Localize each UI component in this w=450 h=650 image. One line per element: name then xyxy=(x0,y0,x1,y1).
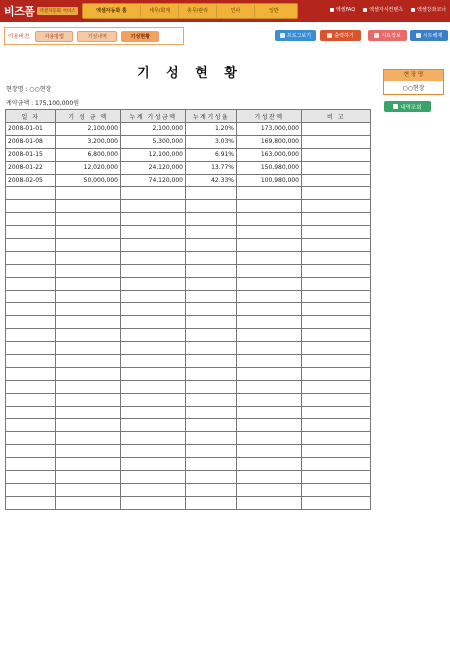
cell-date[interactable] xyxy=(6,239,56,252)
version-toolbar xyxy=(4,27,184,45)
cell-balance[interactable] xyxy=(237,329,302,342)
cell-amount[interactable] xyxy=(56,251,121,264)
cell-note[interactable] xyxy=(302,367,371,380)
cell-balance[interactable] xyxy=(237,277,302,290)
site-name-label: 현장명 : ○○현장 xyxy=(6,86,52,93)
cell-note[interactable] xyxy=(302,471,371,484)
faq-icon xyxy=(330,8,334,12)
cell-cumulative[interactable]: 24,120,000 xyxy=(121,161,186,174)
cell-cumulative[interactable] xyxy=(121,316,186,329)
cell-date[interactable]: 2008-01-22 xyxy=(6,161,56,174)
cell-rate[interactable]: 42.33% xyxy=(186,174,237,187)
table-header-row xyxy=(6,110,371,123)
cell-note[interactable] xyxy=(302,496,371,509)
cell-balance[interactable] xyxy=(237,393,302,406)
table-row-empty xyxy=(6,316,371,329)
cell-amount[interactable] xyxy=(56,496,121,509)
cell-cumulative[interactable] xyxy=(121,380,186,393)
cell-date[interactable] xyxy=(6,342,56,355)
cell-cumulative[interactable] xyxy=(121,419,186,432)
cell-cumulative[interactable] xyxy=(121,213,186,226)
cell-rate[interactable] xyxy=(186,355,237,368)
table-row xyxy=(6,135,371,148)
cell-date[interactable] xyxy=(6,303,56,316)
cell-date[interactable] xyxy=(6,496,56,509)
table-row-empty xyxy=(6,471,371,484)
cell-note[interactable] xyxy=(302,458,371,471)
table-row-empty xyxy=(6,264,371,277)
cell-balance[interactable] xyxy=(237,187,302,200)
cell-cumulative[interactable]: 12,100,000 xyxy=(121,148,186,161)
table-row-empty xyxy=(6,239,371,252)
cell-rate[interactable]: 3.03% xyxy=(186,135,237,148)
cell-cumulative[interactable] xyxy=(121,226,186,239)
cell-date[interactable] xyxy=(6,380,56,393)
top-links xyxy=(330,6,446,13)
cell-date[interactable] xyxy=(6,200,56,213)
cell-amount[interactable] xyxy=(56,393,121,406)
table-row-empty xyxy=(6,393,371,406)
table-row-empty xyxy=(6,367,371,380)
cell-amount[interactable] xyxy=(56,342,121,355)
cell-amount[interactable] xyxy=(56,471,121,484)
cell-amount[interactable] xyxy=(56,213,121,226)
cell-cumulative[interactable]: 5,300,000 xyxy=(121,135,186,148)
logo-text: 비즈폼 xyxy=(4,5,35,18)
cell-balance[interactable] xyxy=(237,496,302,509)
cell-date[interactable] xyxy=(6,458,56,471)
cell-note[interactable] xyxy=(302,290,371,303)
cell-cumulative[interactable] xyxy=(121,432,186,445)
home-icon xyxy=(280,33,285,38)
cell-rate[interactable] xyxy=(186,290,237,303)
cell-date[interactable] xyxy=(6,393,56,406)
usage-button[interactable]: 사용방법 xyxy=(35,31,73,42)
cell-cumulative[interactable] xyxy=(121,303,186,316)
cell-rate[interactable] xyxy=(186,213,237,226)
status-button[interactable]: 기성현황 xyxy=(121,31,159,42)
cell-date[interactable] xyxy=(6,251,56,264)
cell-note[interactable] xyxy=(302,123,371,136)
cell-cumulative[interactable] xyxy=(121,277,186,290)
cell-amount[interactable] xyxy=(56,380,121,393)
cell-rate[interactable]: 13.77% xyxy=(186,161,237,174)
cell-balance[interactable] xyxy=(237,355,302,368)
cell-cumulative[interactable] xyxy=(121,187,186,200)
cell-amount[interactable]: 3,200,000 xyxy=(56,135,121,148)
cell-amount[interactable] xyxy=(56,483,121,496)
cell-balance[interactable] xyxy=(237,458,302,471)
cell-date[interactable]: 2008-01-15 xyxy=(6,148,56,161)
table-row-empty xyxy=(6,445,371,458)
cell-note[interactable] xyxy=(302,432,371,445)
cell-balance[interactable]: 169,800,000 xyxy=(237,135,302,148)
cell-rate[interactable]: 6.91% xyxy=(186,148,237,161)
cell-balance[interactable]: 100,980,000 xyxy=(237,174,302,187)
cell-date[interactable] xyxy=(6,367,56,380)
cell-amount[interactable] xyxy=(56,226,121,239)
printer-icon xyxy=(327,33,332,38)
version-label: 이용버전 xyxy=(8,34,30,40)
table-row-empty xyxy=(6,329,371,342)
cell-rate[interactable] xyxy=(186,316,237,329)
cell-note[interactable] xyxy=(302,161,371,174)
cell-balance[interactable] xyxy=(237,303,302,316)
cell-amount[interactable] xyxy=(56,445,121,458)
cell-note[interactable] xyxy=(302,148,371,161)
menu-hr[interactable]: 인사 xyxy=(217,5,255,17)
lecture-icon xyxy=(411,8,415,12)
cell-cumulative[interactable] xyxy=(121,264,186,277)
sheet-unlock-button[interactable]: 시트해제 xyxy=(410,30,448,41)
cell-balance[interactable]: 150,980,000 xyxy=(237,161,302,174)
contract-amount-label: 계약금액 : 175,100,000원 xyxy=(6,100,79,107)
cell-balance[interactable] xyxy=(237,483,302,496)
table-row-empty xyxy=(6,496,371,509)
page-title: 기 성 현 황 xyxy=(137,66,243,81)
table-row-empty xyxy=(6,406,371,419)
table-row xyxy=(6,148,371,161)
cell-cumulative[interactable] xyxy=(121,290,186,303)
cell-date[interactable] xyxy=(6,213,56,226)
table-row-empty xyxy=(6,226,371,239)
cell-cumulative[interactable] xyxy=(121,329,186,342)
cell-balance[interactable] xyxy=(237,419,302,432)
cell-rate[interactable] xyxy=(186,419,237,432)
cell-note[interactable] xyxy=(302,174,371,187)
cell-balance[interactable] xyxy=(237,264,302,277)
site-panel-value[interactable]: ○○현장 xyxy=(402,85,425,92)
cell-amount[interactable] xyxy=(56,329,121,342)
info-icon xyxy=(374,33,379,38)
cell-cumulative[interactable] xyxy=(121,445,186,458)
cell-rate[interactable] xyxy=(186,200,237,213)
cell-amount[interactable] xyxy=(56,355,121,368)
cell-date[interactable] xyxy=(6,329,56,342)
cell-rate[interactable] xyxy=(186,264,237,277)
cell-note[interactable] xyxy=(302,135,371,148)
link-faq[interactable]: 엑셀FAQ xyxy=(330,6,355,13)
cell-note[interactable] xyxy=(302,187,371,200)
cell-note[interactable] xyxy=(302,316,371,329)
cell-date[interactable] xyxy=(6,355,56,368)
cell-note[interactable] xyxy=(302,445,371,458)
cell-rate[interactable] xyxy=(186,329,237,342)
col-amount: 기 성 금 액 xyxy=(56,110,121,123)
cell-rate[interactable] xyxy=(186,380,237,393)
cell-rate[interactable] xyxy=(186,187,237,200)
cell-amount[interactable] xyxy=(56,290,121,303)
cell-amount[interactable] xyxy=(56,406,121,419)
cell-note[interactable] xyxy=(302,483,371,496)
cell-cumulative[interactable] xyxy=(121,393,186,406)
logo-sub: 엑셀자동화 서비스 xyxy=(39,9,76,14)
table-row-empty xyxy=(6,303,371,316)
cell-date[interactable] xyxy=(6,277,56,290)
cell-amount[interactable] xyxy=(56,419,121,432)
cell-note[interactable] xyxy=(302,251,371,264)
cell-rate[interactable] xyxy=(186,239,237,252)
menu-tax[interactable]: 세무/회계 xyxy=(141,5,179,17)
cell-rate[interactable] xyxy=(186,483,237,496)
cell-date[interactable] xyxy=(6,226,56,239)
cell-rate[interactable] xyxy=(186,393,237,406)
cell-balance[interactable] xyxy=(237,342,302,355)
table-row xyxy=(6,123,371,136)
cell-balance[interactable] xyxy=(237,239,302,252)
cell-cumulative[interactable] xyxy=(121,406,186,419)
cell-date[interactable] xyxy=(6,187,56,200)
sheet-info-button[interactable]: 시트정보 xyxy=(368,30,407,41)
cell-amount[interactable]: 6,800,000 xyxy=(56,148,121,161)
menu-admin[interactable]: 총무/관리 xyxy=(179,5,217,17)
cell-balance[interactable]: 163,000,000 xyxy=(237,148,302,161)
table-row-empty xyxy=(6,251,371,264)
search-icon xyxy=(393,104,398,109)
table-row-empty xyxy=(6,200,371,213)
cell-balance[interactable] xyxy=(237,367,302,380)
cell-date[interactable]: 2008-01-01 xyxy=(6,123,56,136)
cell-amount[interactable] xyxy=(56,200,121,213)
col-rate: 누계기성율 xyxy=(186,110,237,123)
cell-rate[interactable] xyxy=(186,342,237,355)
table-row-empty xyxy=(6,342,371,355)
home-button[interactable]: 프로그보기 xyxy=(275,30,316,41)
cell-cumulative[interactable] xyxy=(121,471,186,484)
cell-amount[interactable] xyxy=(56,458,121,471)
table-row-empty xyxy=(6,380,371,393)
cell-note[interactable] xyxy=(302,303,371,316)
top-bar xyxy=(0,0,450,22)
cell-cumulative[interactable] xyxy=(121,239,186,252)
cell-amount[interactable]: 12,020,000 xyxy=(56,161,121,174)
cell-date[interactable] xyxy=(6,471,56,484)
cell-note[interactable] xyxy=(302,200,371,213)
cell-balance[interactable] xyxy=(237,445,302,458)
menu-general[interactable]: 일반 xyxy=(269,8,279,14)
table-row-empty xyxy=(6,419,371,432)
table-row-empty xyxy=(6,355,371,368)
cell-date[interactable] xyxy=(6,419,56,432)
col-date: 일 자 xyxy=(6,110,56,123)
cell-note[interactable] xyxy=(302,419,371,432)
cell-rate[interactable] xyxy=(186,277,237,290)
cell-rate[interactable] xyxy=(186,406,237,419)
top-menu xyxy=(82,3,298,19)
cell-date[interactable] xyxy=(6,406,56,419)
cell-date[interactable] xyxy=(6,483,56,496)
cell-balance[interactable] xyxy=(237,200,302,213)
cell-amount[interactable] xyxy=(56,367,121,380)
progress-table xyxy=(5,109,371,510)
cell-cumulative[interactable] xyxy=(121,458,186,471)
cell-note[interactable] xyxy=(302,355,371,368)
link-content[interactable]: 엑셀자식컨텐츠 xyxy=(363,6,403,13)
cell-date[interactable] xyxy=(6,290,56,303)
cell-amount[interactable] xyxy=(56,239,121,252)
cell-balance[interactable] xyxy=(237,471,302,484)
lock-icon xyxy=(416,33,421,38)
table-row xyxy=(6,174,371,187)
cell-rate[interactable] xyxy=(186,471,237,484)
cell-note[interactable] xyxy=(302,329,371,342)
cell-rate[interactable] xyxy=(186,303,237,316)
cell-balance[interactable] xyxy=(237,226,302,239)
print-button[interactable]: 출력하기 xyxy=(320,30,361,41)
cell-rate[interactable] xyxy=(186,432,237,445)
site-panel-header: 현 장 명 xyxy=(384,70,443,81)
cell-amount[interactable] xyxy=(56,316,121,329)
cell-note[interactable] xyxy=(302,264,371,277)
cell-cumulative[interactable] xyxy=(121,200,186,213)
link-lecture[interactable]: 엑셀강좌코너 xyxy=(411,6,446,13)
table-row-empty xyxy=(6,432,371,445)
cell-balance[interactable] xyxy=(237,380,302,393)
cell-cumulative[interactable] xyxy=(121,483,186,496)
table-row-empty xyxy=(6,483,371,496)
logo[interactable] xyxy=(4,3,78,19)
cell-date[interactable] xyxy=(6,264,56,277)
cell-date[interactable]: 2008-01-08 xyxy=(6,135,56,148)
menu-home[interactable]: 엑셀자동화 홈 xyxy=(83,5,141,17)
table-row-empty xyxy=(6,458,371,471)
table-row xyxy=(6,161,371,174)
cell-cumulative[interactable] xyxy=(121,496,186,509)
cell-amount[interactable]: 2,100,000 xyxy=(56,123,121,136)
cell-note[interactable] xyxy=(302,406,371,419)
table-row-empty xyxy=(6,213,371,226)
cell-cumulative[interactable] xyxy=(121,355,186,368)
cell-rate[interactable] xyxy=(186,496,237,509)
cell-rate[interactable] xyxy=(186,367,237,380)
cell-amount[interactable]: 50,000,000 xyxy=(56,174,121,187)
cell-date[interactable]: 2008-02-05 xyxy=(6,174,56,187)
cell-cumulative[interactable]: 2,100,000 xyxy=(121,123,186,136)
cell-note[interactable] xyxy=(302,226,371,239)
cell-cumulative[interactable] xyxy=(121,251,186,264)
cell-balance[interactable]: 173,000,000 xyxy=(237,123,302,136)
cell-note[interactable] xyxy=(302,277,371,290)
table-row-empty xyxy=(6,290,371,303)
cell-balance[interactable] xyxy=(237,432,302,445)
cell-note[interactable] xyxy=(302,239,371,252)
cell-note[interactable] xyxy=(302,393,371,406)
lookup-button[interactable]: 내역조회 xyxy=(384,101,431,112)
cell-rate[interactable] xyxy=(186,445,237,458)
cell-note[interactable] xyxy=(302,380,371,393)
cell-rate[interactable]: 1.20% xyxy=(186,123,237,136)
cell-date[interactable] xyxy=(6,445,56,458)
cell-note[interactable] xyxy=(302,342,371,355)
col-cumulative: 누계 기성금액 xyxy=(121,110,186,123)
table-row-empty xyxy=(6,277,371,290)
cell-cumulative[interactable] xyxy=(121,367,186,380)
cell-amount[interactable] xyxy=(56,264,121,277)
cell-balance[interactable] xyxy=(237,251,302,264)
col-balance: 기성잔액 xyxy=(237,110,302,123)
details-button[interactable]: 기성내역 xyxy=(77,31,117,42)
cell-amount[interactable] xyxy=(56,303,121,316)
content-icon xyxy=(363,8,367,12)
cell-balance[interactable] xyxy=(237,290,302,303)
cell-rate[interactable] xyxy=(186,226,237,239)
table-row-empty xyxy=(6,187,371,200)
site-panel xyxy=(383,69,444,95)
col-note: 비 고 xyxy=(302,110,371,123)
cell-balance[interactable] xyxy=(237,316,302,329)
cell-date[interactable] xyxy=(6,432,56,445)
cell-cumulative[interactable]: 74,120,000 xyxy=(121,174,186,187)
cell-cumulative[interactable] xyxy=(121,342,186,355)
cell-amount[interactable] xyxy=(56,432,121,445)
cell-note[interactable] xyxy=(302,213,371,226)
cell-balance[interactable] xyxy=(237,406,302,419)
cell-balance[interactable] xyxy=(237,213,302,226)
cell-amount[interactable] xyxy=(56,277,121,290)
cell-rate[interactable] xyxy=(186,251,237,264)
cell-date[interactable] xyxy=(6,316,56,329)
cell-rate[interactable] xyxy=(186,458,237,471)
cell-amount[interactable] xyxy=(56,187,121,200)
